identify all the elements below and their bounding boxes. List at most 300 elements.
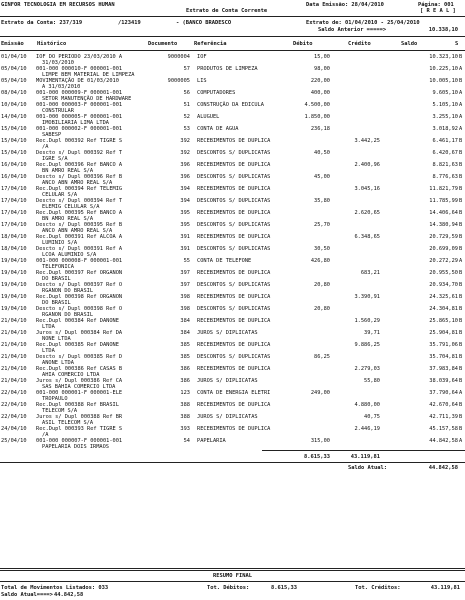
- row-date: 19/04/10: [1, 294, 27, 300]
- table-row: [0, 66, 465, 78]
- row-history: Juros s/ Dupl 000386 Ref CA: [36, 378, 123, 384]
- row-reference: CONTA DE AGUA: [197, 126, 239, 132]
- column-divider: [0, 50, 465, 51]
- row-date: 19/04/10: [1, 258, 27, 264]
- row-history-cont: RGANON DO BRASIL: [42, 312, 94, 318]
- row-history-cont: ANONE LTDA: [42, 360, 74, 366]
- row-document: 51: [183, 102, 190, 108]
- row-credit: 2.446,19: [354, 426, 380, 432]
- row-document: 392: [180, 138, 190, 144]
- row-date: 21/04/10: [1, 354, 27, 360]
- row-sign: B: [459, 54, 463, 60]
- row-sign: A: [459, 258, 463, 264]
- row-history: Rec.Dupl 000393 Ref TIGRE S: [36, 426, 123, 432]
- table-row: [0, 222, 465, 234]
- row-reference: LIS: [197, 78, 207, 84]
- row-history-cont: 31/03/2010: [42, 60, 74, 66]
- row-document: 392: [180, 150, 190, 156]
- row-reference: JUROS S/ DIPLICATAS: [197, 378, 258, 384]
- row-date: 24/04/10: [1, 426, 27, 432]
- row-reference: ALUGUEL: [197, 114, 220, 120]
- row-balance: 42.670,64: [429, 402, 458, 408]
- row-history-cont: DO BRASIL: [42, 276, 71, 282]
- row-balance: 37.983,84: [429, 366, 458, 372]
- row-history-cont: ANCO ABN AMRO REAL S/A: [42, 180, 113, 186]
- row-credit: 3.390,91: [354, 294, 380, 300]
- row-history-cont: TELEFONICA: [42, 264, 74, 270]
- row-sign: B: [459, 174, 463, 180]
- row-debit: 400,00: [310, 90, 330, 96]
- row-reference: COMPUTADORES: [197, 90, 236, 96]
- row-history-cont: BN AMRO REAL S/A: [42, 216, 94, 222]
- totals-bottom-divider: [0, 462, 465, 463]
- row-sign: B: [459, 282, 463, 288]
- row-debit: 1.850,00: [304, 114, 330, 120]
- row-history: Rec.Dupl 000398 Ref ORGANON: [36, 294, 123, 300]
- row-date: 16/04/10: [1, 174, 27, 180]
- row-history-cont: TROPAULO: [42, 396, 68, 402]
- row-credit: 2.620,65: [354, 210, 380, 216]
- row-sign: B: [459, 378, 463, 384]
- row-reference: DESCONTOS S/ DUPLICATAS: [197, 282, 271, 288]
- table-row: [0, 102, 465, 114]
- table-row: [0, 342, 465, 354]
- row-reference: DESCONTOS S/ DUPLICATAS: [197, 198, 271, 204]
- row-debit: 35,80: [314, 198, 330, 204]
- row-date: 05/04/10: [1, 78, 27, 84]
- col-emissao: Emissão: [1, 41, 24, 47]
- summary-debits-value: 8.615,33: [271, 585, 297, 591]
- row-balance: 42.711,39: [429, 414, 458, 420]
- row-document: 393: [180, 426, 190, 432]
- table-row: [0, 282, 465, 294]
- row-history: IOF DO PERIODO 23/03/2010 A: [36, 54, 123, 60]
- row-balance: 35.704,81: [429, 354, 458, 360]
- row-history: Rec.Dupl 000385 Ref DANONE: [36, 342, 119, 348]
- row-history: 001-000 000002-F 000001-001: [36, 126, 123, 132]
- row-history: 001-000 000008-F 000001-001: [36, 258, 123, 264]
- header-divider: [0, 16, 465, 17]
- row-history-cont: TELECOM S/A: [42, 408, 78, 414]
- row-balance: 24.325,61: [429, 294, 458, 300]
- row-reference: RECEBIMENTOS DE DUPLICA: [197, 366, 271, 372]
- col-referencia: Referência: [194, 41, 227, 47]
- row-sign: A: [459, 438, 463, 444]
- row-debit: 4.500,00: [304, 102, 330, 108]
- row-sign: B: [459, 78, 463, 84]
- row-history: Descto s/ Dupl 000392 Ref T: [36, 150, 123, 156]
- row-balance: 6.420,67: [432, 150, 458, 156]
- row-date: 22/04/10: [1, 402, 27, 408]
- row-date: 17/04/10: [1, 186, 27, 192]
- row-debit: 45,00: [314, 174, 330, 180]
- row-credit: 2.279,03: [354, 366, 380, 372]
- row-date: 18/04/10: [1, 246, 27, 252]
- row-history-cont: ANCO ABN AMRO REAL S/A: [42, 228, 113, 234]
- row-history-cont: CELULAR S/A: [42, 192, 78, 198]
- row-date: 21/04/10: [1, 366, 27, 372]
- report-title: Extrato de Conta Corrente: [186, 8, 268, 14]
- row-balance: 11.821,79: [429, 186, 458, 192]
- row-date: 19/04/10: [1, 306, 27, 312]
- col-historico: Histórico: [37, 41, 67, 47]
- row-reference: RECEBIMENTOS DE DUPLICA: [197, 402, 271, 408]
- row-history: 001-000 000009-F 000001-001: [36, 90, 123, 96]
- row-date: 21/04/10: [1, 342, 27, 348]
- summary-credits-label: Tot. Créditos:: [355, 585, 401, 591]
- row-history-cont: PAPELARIA DOIS IRMAOS: [42, 444, 109, 450]
- row-sign: B: [459, 138, 463, 144]
- table-row: [0, 210, 465, 222]
- table-row: [0, 234, 465, 246]
- row-credit: 2.400,96: [354, 162, 380, 168]
- summary-top-divider: [0, 568, 465, 571]
- row-document: 385: [180, 342, 190, 348]
- row-sign: B: [459, 342, 463, 348]
- row-history: Descto s/ Dupl 000395 Ref B: [36, 222, 123, 228]
- row-balance: 3.018,92: [432, 126, 458, 132]
- row-balance: 20.699,09: [429, 246, 458, 252]
- row-history: 001-000 000007-F 000001-001: [36, 438, 123, 444]
- previous-balance-label: Saldo Anterior =====>: [318, 27, 387, 33]
- row-history-cont: BN AMRO REAL S/A: [42, 168, 94, 174]
- row-history-cont: AHIA COMERCIO LTDA: [42, 372, 100, 378]
- row-document: 9000004: [167, 54, 190, 60]
- total-credit: 43.119,81: [350, 454, 380, 460]
- table-row: [0, 138, 465, 150]
- row-sign: A: [459, 390, 463, 396]
- summary-balance-value: 44.842,58: [54, 592, 84, 598]
- row-reference: DESCONTOS S/ DUPLICATAS: [197, 354, 271, 360]
- row-history: Descto s/ Dupl 000391 Ref A: [36, 246, 123, 252]
- row-history-cont: SABESP: [42, 132, 62, 138]
- row-balance: 25.865,10: [429, 318, 458, 324]
- row-sign: B: [459, 150, 463, 156]
- table-row: [0, 366, 465, 378]
- row-sign: B: [459, 402, 463, 408]
- row-history-cont: /A: [42, 144, 49, 150]
- row-history: Descto s/ Dupl 000396 Ref B: [36, 174, 123, 180]
- row-document: 396: [180, 162, 190, 168]
- row-reference: PRODUTOS DE LIMPEZA: [197, 66, 258, 72]
- row-balance: 44.842,58: [429, 438, 458, 444]
- currency-label: [ R E A L ]: [420, 8, 456, 14]
- row-reference: CONTA DE ENERGIA ELETRI: [197, 390, 271, 396]
- row-document: 394: [180, 198, 190, 204]
- row-credit: 4.880,00: [354, 402, 380, 408]
- row-history: Descto s/ Dupl 000394 Ref T: [36, 198, 123, 204]
- table-row: [0, 126, 465, 138]
- row-document: 384: [180, 330, 190, 336]
- row-reference: IOF: [197, 54, 207, 60]
- row-sign: B: [459, 162, 463, 168]
- row-balance: 20.272,29: [429, 258, 458, 264]
- period-label: Extrato de: 01/04/2010 - 25/04/2010: [306, 20, 420, 26]
- row-history: Rec.Dupl 000384 Ref DANONE: [36, 318, 119, 324]
- row-history-cont: ASIL TELECOM S/A: [42, 420, 94, 426]
- row-history: Rec.Dupl 000388 Ref BRASIL: [36, 402, 119, 408]
- row-history-cont: DO BRASIL: [42, 300, 71, 306]
- row-reference: DESCONTOS S/ DUPLICATAS: [197, 150, 271, 156]
- row-reference: PAPELARIA: [197, 438, 226, 444]
- row-reference: DESCONTOS S/ DUPLICATAS: [197, 306, 271, 312]
- row-history: 001-000 000010-F 000001-001: [36, 66, 123, 72]
- table-row: [0, 354, 465, 366]
- row-document: 386: [180, 378, 190, 384]
- table-row: [0, 246, 465, 258]
- table-row: [0, 54, 465, 66]
- summary-movements: Total de Movimentos Listados: 033: [1, 585, 109, 591]
- row-balance: 5.105,10: [432, 102, 458, 108]
- table-row: [0, 78, 465, 90]
- row-credit: 40,75: [364, 414, 380, 420]
- row-document: 388: [180, 414, 190, 420]
- row-history: Descto s/ Dupl 000397 Ref O: [36, 282, 123, 288]
- row-document: 395: [180, 210, 190, 216]
- row-debit: 20,80: [314, 306, 330, 312]
- row-history-cont: NONE LTDA: [42, 336, 71, 342]
- row-credit: 1.560,29: [354, 318, 380, 324]
- row-credit: 3.045,16: [354, 186, 380, 192]
- table-row: [0, 318, 465, 330]
- row-history: MOVIMENTAÇÃO DE 01/03/2010: [36, 78, 119, 84]
- row-history-cont: LTDA: [42, 324, 55, 330]
- row-date: 15/04/10: [1, 150, 27, 156]
- row-history-cont: IMOBILIARIA LIMA LTDA: [42, 120, 109, 126]
- row-document: 395: [180, 222, 190, 228]
- row-history-cont: RGANON DO BRASIL: [42, 288, 94, 294]
- row-balance: 3.255,10: [432, 114, 458, 120]
- table-row: [0, 186, 465, 198]
- table-row: [0, 150, 465, 162]
- row-balance: 25.904,81: [429, 330, 458, 336]
- row-credit: 6.348,65: [354, 234, 380, 240]
- row-date: 19/04/10: [1, 282, 27, 288]
- row-balance: 38.039,64: [429, 378, 458, 384]
- row-sign: B: [459, 246, 463, 252]
- row-history-cont: SETOR MANUTENÇÃO DE HARDWARE: [42, 96, 132, 102]
- row-reference: JUROS S/ DIPLICATAS: [197, 330, 258, 336]
- col-debito: Débito: [293, 41, 313, 47]
- row-document: 397: [180, 270, 190, 276]
- row-reference: DESCONTOS S/ DUPLICATAS: [197, 222, 271, 228]
- row-date: 15/04/10: [1, 138, 27, 144]
- row-history-cont: LIMPE BEM MATERIAL DE LIMPEZA: [42, 72, 135, 78]
- row-sign: A: [459, 102, 463, 108]
- row-balance: 24.304,81: [429, 306, 458, 312]
- table-row: [0, 438, 465, 450]
- row-history: Juros s/ Dupl 000388 Ref BR: [36, 414, 123, 420]
- row-credit: 39,71: [364, 330, 380, 336]
- row-sign: B: [459, 270, 463, 276]
- row-balance: 14.380,94: [429, 222, 458, 228]
- summary-title: RESUMO FINAL: [213, 573, 252, 579]
- row-document: 54: [183, 438, 190, 444]
- emission-date: Data Emissão: 28/04/2010: [306, 2, 384, 8]
- row-debit: 220,00: [310, 78, 330, 84]
- row-debit: 40,50: [314, 150, 330, 156]
- account-divider: [0, 36, 465, 37]
- row-sign: B: [459, 222, 463, 228]
- row-date: 22/04/10: [1, 414, 27, 420]
- row-date: 19/04/10: [1, 270, 27, 276]
- table-row: [0, 258, 465, 270]
- row-sign: B: [459, 294, 463, 300]
- row-document: 398: [180, 294, 190, 300]
- row-balance: 11.785,99: [429, 198, 458, 204]
- row-debit: 236,18: [310, 126, 330, 132]
- row-document: 391: [180, 234, 190, 240]
- row-history: Rec.Dupl 000391 Ref ALCOA A: [36, 234, 123, 240]
- table-row: [0, 390, 465, 402]
- row-history: Rec.Dupl 000397 Ref ORGANON: [36, 270, 123, 276]
- row-sign: B: [459, 234, 463, 240]
- row-history: Rec.Dupl 000396 Ref BANCO A: [36, 162, 123, 168]
- summary-credits-value: 43.119,81: [430, 585, 460, 591]
- row-balance: 10.005,10: [429, 78, 458, 84]
- row-date: 16/04/10: [1, 162, 27, 168]
- row-balance: 20.934,70: [429, 282, 458, 288]
- row-document: 57: [183, 66, 190, 72]
- row-reference: RECEBIMENTOS DE DUPLICA: [197, 426, 271, 432]
- row-sign: B: [459, 318, 463, 324]
- row-date: 14/04/10: [1, 114, 27, 120]
- row-date: 18/04/10: [1, 234, 27, 240]
- table-row: [0, 162, 465, 174]
- row-history: 001-000 000003-F 000001-001: [36, 102, 123, 108]
- row-balance: 9.605,10: [432, 90, 458, 96]
- col-saldo: Saldo: [401, 41, 418, 47]
- table-row: [0, 330, 465, 342]
- previous-balance-value: 10.338,10: [428, 27, 458, 33]
- row-balance: 6.461,17: [432, 138, 458, 144]
- row-debit: 249,00: [310, 390, 330, 396]
- row-balance: 20.729,59: [429, 234, 458, 240]
- current-balance-label: Saldo Atual:: [348, 465, 387, 471]
- row-sign: B: [459, 330, 463, 336]
- row-document: 398: [180, 306, 190, 312]
- row-sign: B: [459, 198, 463, 204]
- row-balance: 10.225,10: [429, 66, 458, 72]
- row-history-cont: IGRE S/A: [42, 156, 68, 162]
- row-date: 05/04/10: [1, 66, 27, 72]
- row-balance: 8.821,63: [432, 162, 458, 168]
- row-document: 388: [180, 402, 190, 408]
- row-debit: 426,80: [310, 258, 330, 264]
- col-sinal: S: [455, 41, 459, 47]
- row-date: 15/04/10: [1, 126, 27, 132]
- row-reference: JUROS S/ DIPLICATAS: [197, 414, 258, 420]
- row-debit: 98,00: [314, 66, 330, 72]
- row-sign: B: [459, 306, 463, 312]
- row-document: 397: [180, 282, 190, 288]
- row-document: 391: [180, 246, 190, 252]
- summary-balance-label: Saldo Atual====>: [1, 592, 53, 598]
- company-name: GINFOR TECNOLOGIA EM RECURSOS HUMAN: [1, 2, 115, 8]
- total-debit: 8.615,33: [304, 454, 330, 460]
- bank-name: - (BANCO BRADESCO: [176, 20, 232, 26]
- table-row: [0, 414, 465, 426]
- row-reference: RECEBIMENTOS DE DUPLICA: [197, 318, 271, 324]
- account-suffix: /123419: [118, 20, 141, 26]
- row-sign: A: [459, 90, 463, 96]
- row-document: 56: [183, 90, 190, 96]
- row-reference: DESCONTOS S/ DUPLICATAS: [197, 174, 271, 180]
- row-reference: RECEBIMENTOS DE DUPLICA: [197, 270, 271, 276]
- row-history: Descto s/ Dupl 000385 Ref D: [36, 354, 123, 360]
- row-date: 10/04/10: [1, 102, 27, 108]
- row-history: 001-000 000001-F 000001-ELE: [36, 390, 123, 396]
- col-credito: Crédito: [348, 41, 371, 47]
- row-reference: CONTA DE TELEFONE: [197, 258, 252, 264]
- row-debit: 25,70: [314, 222, 330, 228]
- row-date: 25/04/10: [1, 438, 27, 444]
- row-sign: A: [459, 126, 463, 132]
- row-debit: 30,50: [314, 246, 330, 252]
- row-credit: 9.886,25: [354, 342, 380, 348]
- row-reference: RECEBIMENTOS DE DUPLICA: [197, 294, 271, 300]
- row-debit: 86,25: [314, 354, 330, 360]
- row-sign: A: [459, 114, 463, 120]
- row-document: 9000005: [167, 78, 190, 84]
- row-date: 08/04/10: [1, 90, 27, 96]
- row-history: Descto s/ Dupl 000398 Ref O: [36, 306, 123, 312]
- row-date: 21/04/10: [1, 330, 27, 336]
- col-documento: Documento: [148, 41, 178, 47]
- row-credit: 3.442,25: [354, 138, 380, 144]
- row-debit: 315,00: [310, 438, 330, 444]
- table-row: [0, 306, 465, 318]
- row-history: Rec.Dupl 000386 Ref CASAS B: [36, 366, 123, 372]
- row-sign: A: [459, 66, 463, 72]
- row-document: 385: [180, 354, 190, 360]
- row-history: Rec.Dupl 000392 Ref TIGRE S: [36, 138, 123, 144]
- row-document: 386: [180, 366, 190, 372]
- row-credit: 683,21: [360, 270, 380, 276]
- row-date: 17/04/10: [1, 198, 27, 204]
- page-number: Página: 001: [418, 2, 454, 8]
- row-balance: 14.406,64: [429, 210, 458, 216]
- row-balance: 20.955,50: [429, 270, 458, 276]
- row-balance: 35.791,06: [429, 342, 458, 348]
- row-history-cont: SAS BAHIA COMERCIO LTDA: [42, 384, 116, 390]
- totals-divider: [262, 450, 465, 451]
- row-credit: 55,80: [364, 378, 380, 384]
- row-balance: 10.323,10: [429, 54, 458, 60]
- row-date: 21/04/10: [1, 378, 27, 384]
- row-document: 52: [183, 114, 190, 120]
- row-date: 22/04/10: [1, 390, 27, 396]
- row-reference: RECEBIMENTOS DE DUPLICA: [197, 162, 271, 168]
- row-history-cont: LUMINIO S/A: [42, 240, 78, 246]
- table-row: [0, 198, 465, 210]
- row-document: 53: [183, 126, 190, 132]
- row-reference: RECEBIMENTOS DE DUPLICA: [197, 342, 271, 348]
- summary-debits-label: Tot. Débitos:: [207, 585, 250, 591]
- table-row: [0, 114, 465, 126]
- table-row: [0, 378, 465, 390]
- row-document: 394: [180, 186, 190, 192]
- row-document: 396: [180, 174, 190, 180]
- row-sign: B: [459, 354, 463, 360]
- row-sign: B: [459, 186, 463, 192]
- table-row: [0, 270, 465, 282]
- row-date: 01/04/10: [1, 54, 27, 60]
- row-debit: 15,00: [314, 54, 330, 60]
- row-history-cont: ELEMIG CELULAR S/A: [42, 204, 100, 210]
- row-reference: RECEBIMENTOS DE DUPLICA: [197, 186, 271, 192]
- row-history: Rec.Dupl 000394 Ref TELEMIG: [36, 186, 123, 192]
